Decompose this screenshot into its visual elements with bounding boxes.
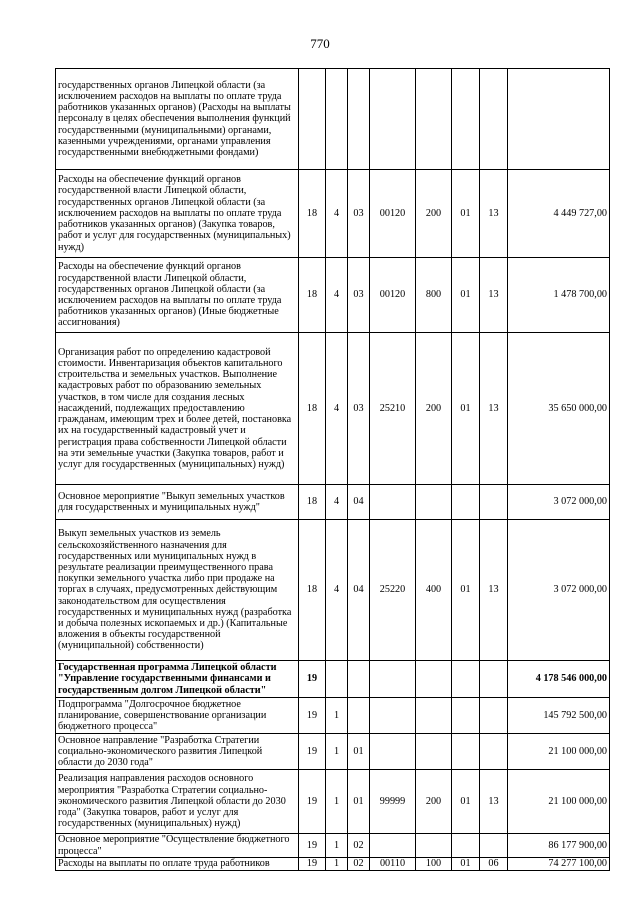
measure-code (348, 661, 370, 698)
measure-code: 03 (348, 170, 370, 258)
subprogram-code: 4 (326, 485, 348, 520)
expense-direction-code: 25220 (370, 520, 416, 661)
subprogram-code: 1 (326, 858, 348, 871)
amount: 3 072 000,00 (508, 520, 610, 661)
row-description: Основное направление "Разработка Стратегии социально-экономического развития Липецкой области до 2030 года" (56, 734, 299, 770)
measure-code (348, 698, 370, 734)
subprogram-code: 1 (326, 698, 348, 734)
section-code (452, 698, 480, 734)
budget-table (55, 68, 610, 871)
program-code: 18 (299, 170, 326, 258)
amount: 21 100 000,00 (508, 734, 610, 770)
subsection-code (480, 661, 508, 698)
program-code: 19 (299, 858, 326, 871)
amount: 4 178 546 000,00 (508, 661, 610, 698)
expense-type-code (416, 834, 452, 858)
expense-type-code (416, 485, 452, 520)
program-code: 19 (299, 770, 326, 834)
measure-code: 04 (348, 520, 370, 661)
subprogram-code (326, 661, 348, 698)
table-row (56, 698, 610, 734)
subprogram-code (326, 69, 348, 170)
subsection-code: 13 (480, 520, 508, 661)
row-description: Расходы на обеспечение функций органов государственной власти Липецкой области, государственных органов Липецкой области (за исключением расходов на выплаты по оплате труда работников указанных органов) (Закупка товаров, работ и услуг для государственных (муниципальных) нужд) (56, 170, 299, 258)
amount: 21 100 000,00 (508, 770, 610, 834)
program-code: 18 (299, 333, 326, 485)
subsection-code (480, 698, 508, 734)
expense-type-code (416, 698, 452, 734)
subprogram-code: 4 (326, 258, 348, 333)
row-description: государственных органов Липецкой области (за исключением расходов на выплаты по оплате труда работников указанных органов) (Расходы на выплаты персоналу в целях обеспечения выполнения функций государственными (муниципальными) органами, казенными учреждениями, органами управления государственными внебюджетными фондами) (56, 69, 299, 170)
subprogram-code: 1 (326, 734, 348, 770)
subsection-code (480, 834, 508, 858)
measure-code (348, 69, 370, 170)
measure-code: 02 (348, 834, 370, 858)
table-row (56, 661, 610, 698)
section-code: 01 (452, 858, 480, 871)
expense-type-code: 100 (416, 858, 452, 871)
program-code: 19 (299, 661, 326, 698)
program-code: 18 (299, 520, 326, 661)
expense-direction-code: 25210 (370, 333, 416, 485)
subsection-code (480, 69, 508, 170)
expense-direction-code: 99999 (370, 770, 416, 834)
page-number: 770 (310, 36, 330, 51)
section-code (452, 485, 480, 520)
subprogram-code: 4 (326, 520, 348, 661)
row-description: Организация работ по определению кадастровой стоимости. Инвентаризация объектов капитального строительства и земельных участков. Выполнение кадастровых работ по образованию земельных участков, в том числе для создания лесных насаждений, подлежащих предоставлению гражданам, имеющим трех и более детей, постановка их на государственный кадастровый учет и регистрация права собственности Липецкой области на эти земельные участки (Закупка товаров, работ и услуг для государственных (муниципальных) нужд) (56, 333, 299, 485)
subsection-code: 13 (480, 170, 508, 258)
section-code (452, 69, 480, 170)
table-row (56, 333, 610, 485)
table-row (56, 69, 610, 170)
section-code: 01 (452, 258, 480, 333)
expense-type-code (416, 661, 452, 698)
subsection-code: 13 (480, 333, 508, 485)
program-code: 18 (299, 485, 326, 520)
section-code (452, 834, 480, 858)
subprogram-code: 1 (326, 770, 348, 834)
amount: 4 449 727,00 (508, 170, 610, 258)
amount: 74 277 100,00 (508, 858, 610, 871)
table-row (56, 834, 610, 858)
measure-code: 02 (348, 858, 370, 871)
expense-type-code: 800 (416, 258, 452, 333)
program-code: 19 (299, 698, 326, 734)
expense-direction-code (370, 834, 416, 858)
expense-direction-code (370, 734, 416, 770)
table-row (56, 858, 610, 871)
measure-code: 01 (348, 734, 370, 770)
expense-type-code (416, 69, 452, 170)
table-row (56, 485, 610, 520)
expense-type-code: 200 (416, 770, 452, 834)
amount (508, 69, 610, 170)
subprogram-code: 4 (326, 333, 348, 485)
subsection-code (480, 734, 508, 770)
section-code (452, 661, 480, 698)
amount: 35 650 000,00 (508, 333, 610, 485)
expense-type-code (416, 734, 452, 770)
program-code: 19 (299, 734, 326, 770)
row-description: Расходы на обеспечение функций органов государственной власти Липецкой области, государственных органов Липецкой области (за исключением расходов на выплаты по оплате труда работников указанных органов) (Иные бюджетные ассигнования) (56, 258, 299, 333)
table-row (56, 734, 610, 770)
section-code: 01 (452, 333, 480, 485)
subprogram-code: 4 (326, 170, 348, 258)
expense-direction-code (370, 698, 416, 734)
expense-type-code: 200 (416, 170, 452, 258)
program-code: 19 (299, 834, 326, 858)
row-description: Подпрограмма "Долгосрочное бюджетное планирование, совершенствование организации бюджетного процесса" (56, 698, 299, 734)
program-code: 18 (299, 258, 326, 333)
table-row (56, 770, 610, 834)
program-code (299, 69, 326, 170)
expense-direction-code: 00120 (370, 258, 416, 333)
section-code: 01 (452, 170, 480, 258)
section-code: 01 (452, 520, 480, 661)
expense-direction-code (370, 69, 416, 170)
subsection-code: 13 (480, 770, 508, 834)
expense-type-code: 400 (416, 520, 452, 661)
measure-code: 01 (348, 770, 370, 834)
expense-type-code: 200 (416, 333, 452, 485)
expense-direction-code (370, 661, 416, 698)
amount: 1 478 700,00 (508, 258, 610, 333)
row-description: Основное мероприятие "Осуществление бюджетного процесса" (56, 834, 299, 858)
row-description: Реализация направления расходов основного мероприятия "Разработка Стратегии социально-экономического развития Липецкой области до 2030 года" (Закупка товаров, работ и услуг для государственных (муниципальных) нужд) (56, 770, 299, 834)
section-code (452, 734, 480, 770)
measure-code: 04 (348, 485, 370, 520)
measure-code: 03 (348, 258, 370, 333)
expense-direction-code: 00120 (370, 170, 416, 258)
expense-direction-code (370, 485, 416, 520)
row-description: Расходы на выплаты по оплате труда работников (56, 858, 299, 871)
amount: 145 792 500,00 (508, 698, 610, 734)
row-description: Государственная программа Липецкой области "Управление государственными финансами и государственным долгом Липецкой области" (56, 661, 299, 698)
table-row (56, 170, 610, 258)
measure-code: 03 (348, 333, 370, 485)
amount: 3 072 000,00 (508, 485, 610, 520)
table-row (56, 258, 610, 333)
subsection-code (480, 485, 508, 520)
table-row (56, 520, 610, 661)
subprogram-code: 1 (326, 834, 348, 858)
subsection-code: 06 (480, 858, 508, 871)
subsection-code: 13 (480, 258, 508, 333)
expense-direction-code: 00110 (370, 858, 416, 871)
section-code: 01 (452, 770, 480, 834)
amount: 86 177 900,00 (508, 834, 610, 858)
row-description: Основное мероприятие "Выкуп земельных участков для государственных и муниципальных нужд" (56, 485, 299, 520)
row-description: Выкуп земельных участков из земель сельскохозяйственного назначения для государственных или муниципальных нужд в результате реализации преимущественного права покупки земельного участка либо при продаже на торгах в случаях, предусмотренных действующим законодательством для осуществления государственных и муниципальных нужд (разработка и добыча полезных ископаемых и др.) (Капитальные вложения в объекты государственной (муниципальной) собственности) (56, 520, 299, 661)
